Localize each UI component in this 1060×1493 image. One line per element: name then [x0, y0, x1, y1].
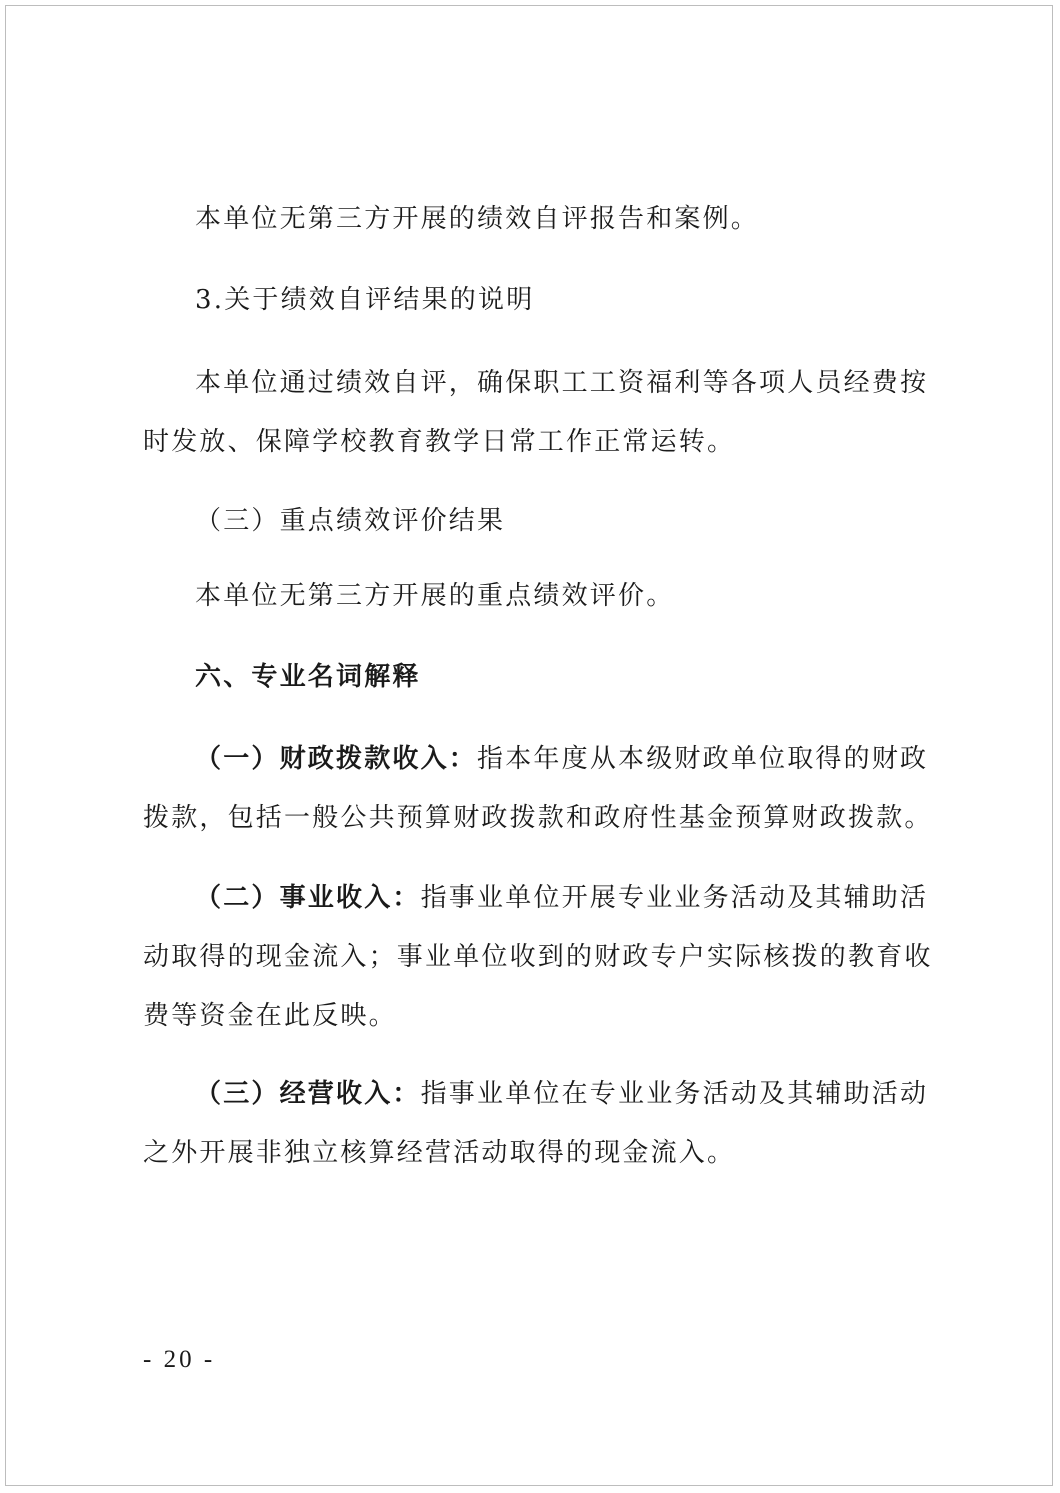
- glossary-item-fiscal-appropriation: [143, 730, 933, 848]
- paragraph-self-evaluation-result: 本单位通过绩效自评，确保职工工资福利等各项人员经费按时发放、保障学校教育教学日常工作正常运转。: [143, 368, 929, 457]
- glossary-term: （三）经营收入：: [195, 1079, 421, 1109]
- glossary-definition: 指事业单位开展专业业务活动及其辅助活动取得的现金流入；事业单位收到的财政专户实际核拨的教育收费等资金在此反映。: [143, 883, 933, 1031]
- subheading-self-evaluation-result: 3.关于绩效自评结果的说明: [195, 285, 535, 315]
- glossary-item-business-income: [143, 869, 933, 1046]
- glossary-definition: 指本年度从本级财政单位取得的财政拨款，包括一般公共预算财政拨款和政府性基金预算财政拨款。: [143, 744, 933, 833]
- glossary-term: （一）财政拨款收入：: [195, 744, 478, 774]
- subheading-key-evaluation-result: （三）重点绩效评价结果: [195, 506, 506, 536]
- paragraph-no-third-party-report: 本单位无第三方开展的绩效自评报告和案例。: [195, 204, 760, 234]
- glossary-term: （二）事业收入：: [195, 883, 421, 913]
- glossary-definition: 指事业单位在专业业务活动及其辅助活动之外开展非独立核算经营活动取得的现金流入。: [143, 1079, 929, 1168]
- section-heading-glossary: 六、专业名词解释: [195, 662, 421, 692]
- glossary-item-operating-income: [143, 1065, 933, 1183]
- page-number: - 20 -: [143, 1346, 216, 1373]
- paragraph-no-key-evaluation: 本单位无第三方开展的重点绩效评价。: [195, 581, 675, 611]
